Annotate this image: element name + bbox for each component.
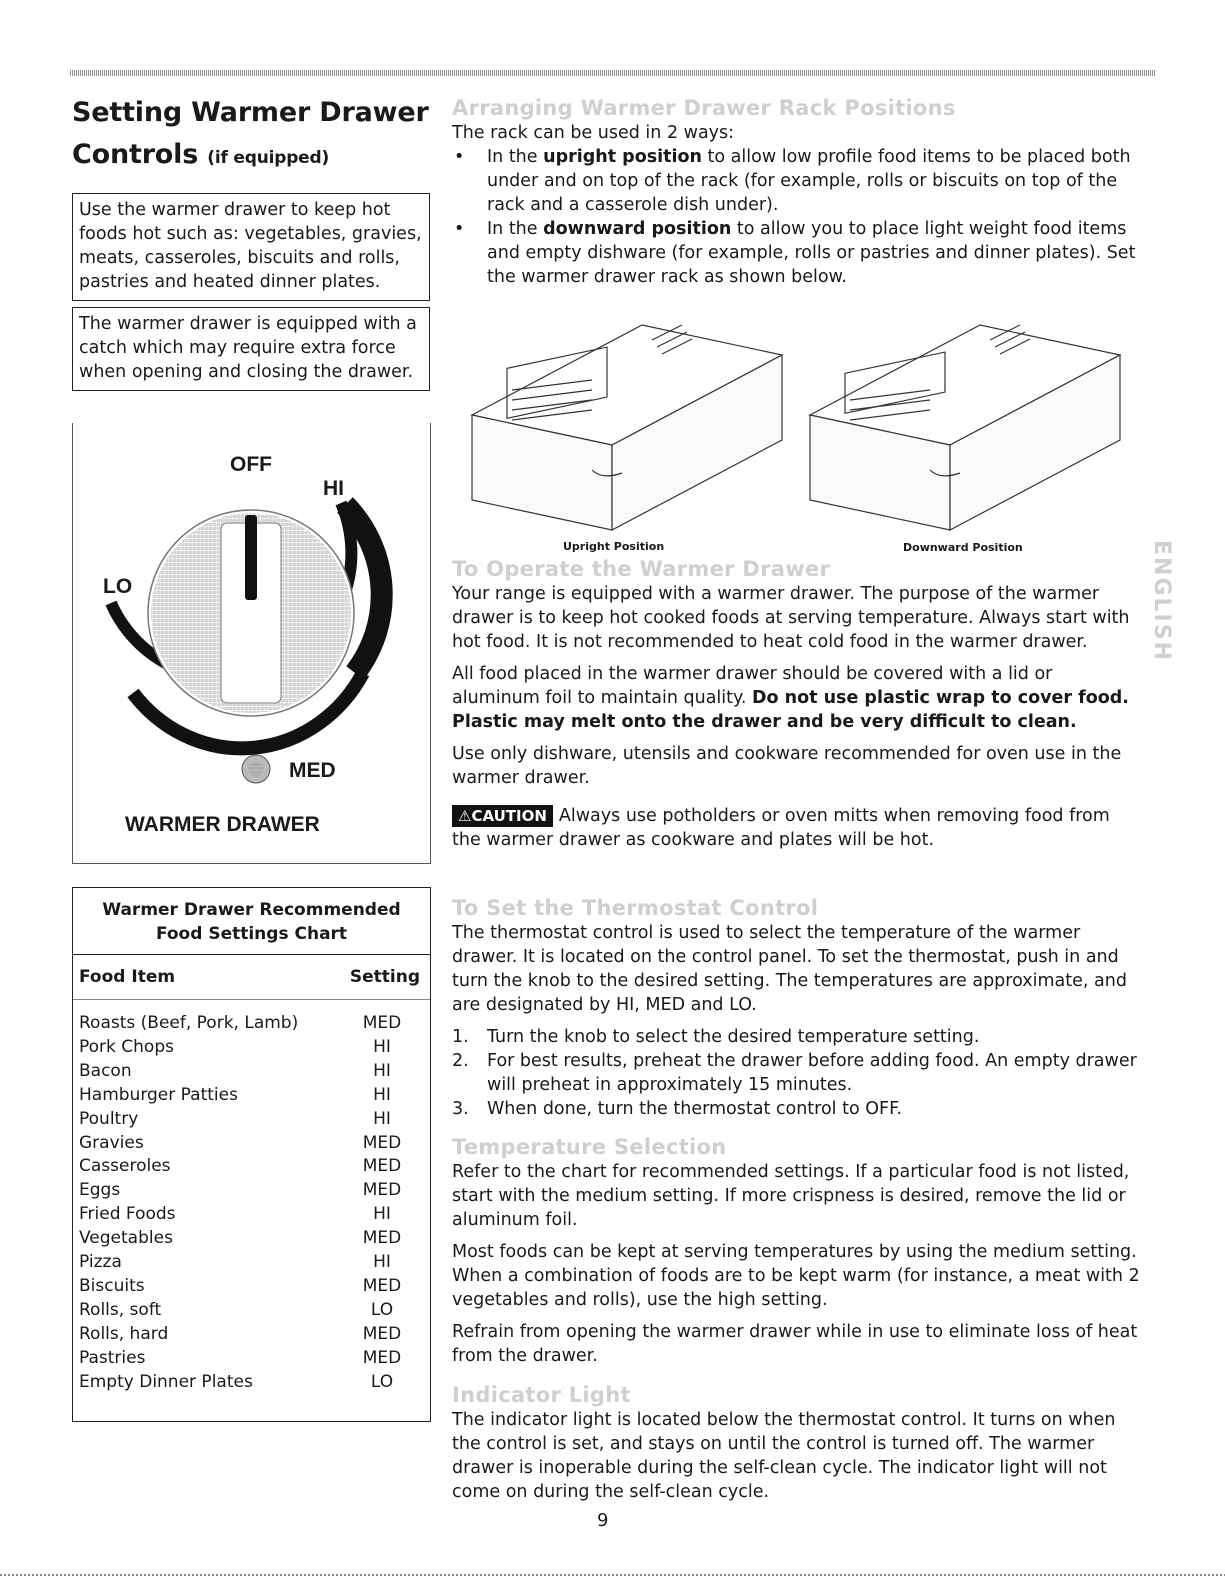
indicator-section: [452, 1382, 1142, 1512]
thermostat-heading: To Set the Thermostat Control: [452, 896, 819, 920]
chart-food-cell: Pastries: [79, 1347, 146, 1368]
operate-p1: Your range is equipped with a warmer drawer. The purpose of the warmer drawer is to keep hot cooked foods at serving temperature. Always start with hot food. It is not recommended to heat cold food in the warmer drawer.: [452, 584, 1130, 652]
dial-label-hi: HI: [323, 477, 344, 500]
title-suffix: (if equipped): [207, 148, 330, 168]
dial-caption: WARMER DRAWER: [125, 813, 320, 836]
chart-food-cell: Roasts (Beef, Pork, Lamb): [79, 1013, 299, 1033]
temperature-p1: Refer to the chart for recommended settings. If a particular food is not listed, start with the medium setting. If more crispness is desired, remove the lid or aluminum foil.: [452, 1162, 1130, 1230]
page-number: 9: [597, 1510, 609, 1531]
thermostat-section: [452, 895, 1142, 1121]
bottom-rule: [0, 1574, 1225, 1576]
chart-setting-cell: MED: [362, 1180, 402, 1201]
chart-row: [79, 1299, 430, 1323]
caution-note: [452, 804, 1142, 852]
chart-setting-cell: HI: [373, 1108, 391, 1129]
chart-food-cell: Pork Chops: [79, 1036, 174, 1057]
chart-row: [79, 1155, 430, 1179]
operate-p3: Use only dishware, utensils and cookware recommended for oven use in the warmer drawer.: [452, 744, 1122, 788]
chart-row: [79, 1371, 430, 1395]
chart-row: [79, 1323, 430, 1347]
chart-header: [73, 955, 430, 987]
thermostat-p1: The thermostat control is used to select the temperature of the warmer drawer. It is located on the control panel. To set the thermostat, push in and turn the knob to the desired setting. The temperatures are approximate, and are designated by HI, MED and LO.: [452, 923, 1127, 1015]
operate-section: [452, 556, 1142, 860]
chart-food-cell: Empty Dinner Plates: [79, 1371, 253, 1392]
col-setting: Setting: [349, 967, 420, 987]
food-settings-chart: [72, 887, 431, 1422]
chart-setting-cell: MED: [362, 1347, 402, 1368]
chart-rows: [73, 1000, 430, 1395]
chart-row: [79, 1108, 430, 1132]
chart-food-cell: Vegetables: [79, 1228, 173, 1249]
caption-downward: Downward Position: [903, 541, 1023, 554]
chart-row: [79, 1347, 430, 1371]
chart-setting-cell: LO: [370, 1371, 394, 1392]
chart-row: [79, 1251, 430, 1275]
chart-setting-cell: HI: [373, 1036, 391, 1057]
chart-setting-cell: HI: [373, 1084, 391, 1105]
chart-food-cell: Casseroles: [79, 1156, 171, 1177]
chart-setting-cell: HI: [373, 1252, 391, 1273]
chart-food-cell: Biscuits: [79, 1275, 145, 1296]
caption-upright: Upright Position: [563, 540, 665, 553]
rack-bullets: [452, 145, 1142, 289]
caution-badge: ⚠CAUTION: [452, 805, 553, 827]
dial-figure: [72, 423, 431, 864]
chart-food-cell: Poultry: [79, 1108, 139, 1129]
left-column: [72, 92, 430, 391]
chart-row: [79, 1012, 430, 1036]
chart-row: [79, 1132, 430, 1156]
chart-row: [79, 1036, 430, 1060]
chart-food-cell: Gravies: [79, 1132, 144, 1153]
rack-illustration: [452, 295, 1142, 540]
indicator-heading: Indicator Light: [452, 1383, 631, 1407]
rack-intro: The rack can be used in 2 ways:: [452, 123, 735, 143]
chart-food-cell: Pizza: [79, 1252, 122, 1273]
title-controls: Controls: [72, 139, 199, 170]
operate-p2: All food placed in the warmer drawer should be covered with a lid or aluminum foil to maintain quality. Do not use plastic wrap to cover food. Plastic may melt onto the drawer and be very difficult to clean.: [452, 664, 1129, 732]
temperature-section: [452, 1134, 1142, 1376]
chart-food-cell: Rolls, soft: [79, 1299, 162, 1320]
temperature-heading: Temperature Selection: [452, 1135, 727, 1159]
chart-setting-cell: MED: [362, 1323, 402, 1344]
chart-setting-cell: HI: [373, 1060, 391, 1081]
rack-bullet-downward: • In the downward position to allow you to place light weight food items and empty dishware (for example, rolls or pastries and dinner plates). Set the warmer drawer rack as shown below.: [452, 217, 1142, 289]
caution-text: Always use potholders or oven mitts when removing food from the warmer drawer as cookware and plates will be hot.: [452, 806, 1110, 850]
catch-box: The warmer drawer is equipped with a catch which may require extra force when opening and closing the drawer.: [72, 307, 430, 391]
dial-label-off: OFF: [230, 453, 272, 476]
chart-setting-cell: MED: [362, 1228, 402, 1249]
top-rule: [70, 70, 1155, 76]
chart-food-cell: Rolls, hard: [79, 1323, 169, 1344]
chart-setting-cell: MED: [362, 1013, 402, 1033]
chart-food-cell: Bacon: [79, 1060, 132, 1081]
chart-row: [79, 1060, 430, 1084]
indicator-p1: The indicator light is located below the thermostat control. It turns on when the control is set, and stays on until the control is turned off. The warmer drawer is inoperable during the self-clean cycle. The indicator light will not come on during the self-clean cycle.: [452, 1410, 1116, 1502]
page-title: [72, 92, 430, 179]
rack-bullet-upright: • In the upright position to allow low profile food items to be placed both under and on top of the rack (for example, rolls or biscuits on top of the rack and a casserole dish under).: [452, 145, 1142, 217]
chart-setting-cell: MED: [362, 1132, 402, 1153]
chart-food-cell: Hamburger Patties: [79, 1084, 238, 1105]
title-line-2: [72, 134, 430, 179]
chart-setting-cell: MED: [362, 1156, 402, 1177]
chart-food-cell: Fried Foods: [79, 1204, 176, 1225]
chart-setting-cell: HI: [373, 1204, 391, 1225]
knob-icon: [73, 423, 430, 863]
chart-row: [79, 1275, 430, 1299]
thermostat-step: 3. When done, turn the thermostat control to OFF.: [452, 1099, 902, 1119]
thermostat-step: 1. Turn the knob to select the desired temperature setting.: [452, 1027, 980, 1047]
operate-heading: To Operate the Warmer Drawer: [452, 557, 831, 581]
thermostat-steps: [452, 1025, 1142, 1121]
temperature-p2: Most foods can be kept at serving temperatures by using the medium setting. When a combination of foods are to be kept warm (for instance, a meat with 2 vegetables and rolls), use the high setting.: [452, 1242, 1140, 1310]
rack-heading: Arranging Warmer Drawer Rack Positions: [452, 96, 956, 120]
col-food-item: Food Item: [79, 967, 176, 987]
thermostat-step: 2. For best results, preheat the drawer before adding food. An empty drawer will preheat in approximately 15 minutes.: [452, 1051, 1137, 1095]
intro-box: Use the warmer drawer to keep hot foods hot such as: vegetables, gravies, meats, casseroles, biscuits and rolls, pastries and heated dinner plates.: [72, 193, 430, 301]
chart-food-cell: Eggs: [79, 1180, 121, 1201]
temperature-p3: Refrain from opening the warmer drawer while in use to eliminate loss of heat from the drawer.: [452, 1322, 1138, 1366]
chart-row: [79, 1084, 430, 1108]
dial-label-med: MED: [289, 759, 336, 782]
dial-label-lo: LO: [103, 575, 133, 598]
chart-setting-cell: MED: [362, 1275, 402, 1296]
title-line-1: Setting Warmer Drawer: [72, 97, 429, 128]
language-tab: ENGLISH: [1149, 540, 1174, 662]
chart-row: [79, 1203, 430, 1227]
downward-drawer-figure: [810, 325, 1120, 530]
rack-section: [452, 95, 1142, 289]
chart-row: [79, 1227, 430, 1251]
upright-drawer-figure: [472, 325, 782, 530]
chart-row: [79, 1179, 430, 1203]
chart-title: Warmer Drawer Recommended Food Settings Chart: [73, 888, 430, 955]
chart-setting-cell: LO: [370, 1299, 394, 1320]
